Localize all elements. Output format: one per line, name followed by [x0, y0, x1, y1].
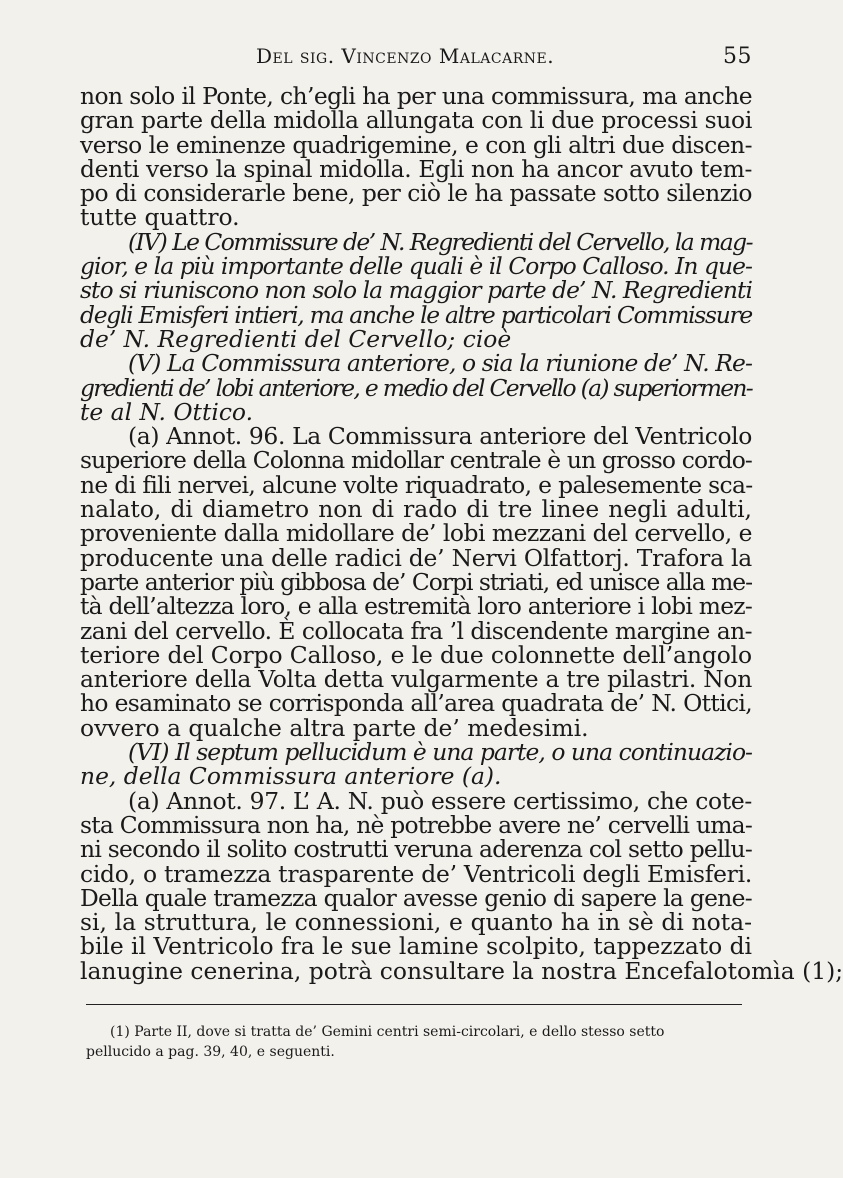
- footnote-line: pellucido a pag. 39, 40, e seguenti.: [86, 1044, 335, 1060]
- annotation-97-line: cido, o tramezza trasparente de’ Ventricoli degli Emisferi.: [80, 859, 752, 888]
- section-v-line: gredienti de’ lobi anteriore, e medio del Cervello (a) superiormen-: [80, 373, 752, 402]
- text-line: non solo il Ponte, ch’egli ha per una commissura, ma anche: [80, 82, 752, 110]
- section-vi-line: (VI) Il septum pellucidum è una parte, o una continuazio-: [128, 738, 752, 767]
- text-line: denti verso la spinal midolla. Egli non ha ancor avuto tem-: [80, 154, 752, 183]
- annotation-96-line: superiore della Colonna midollar centrale è un grosso cordo-: [80, 446, 752, 475]
- annotation-96-line: producente una delle radici de’ Nervi Olfattorj. Trafora la: [80, 543, 752, 572]
- page-number: 55: [723, 44, 752, 69]
- annotation-97-line: si, la struttura, le connessioni, e quanto ha in sè di nota-: [80, 908, 752, 937]
- section-v-line: (V) La Commissura anteriore, o sia la riunione de’ N. Re-: [128, 349, 752, 378]
- text-line: verso le eminenze quadrigemine, e con gli altri due discen-: [80, 130, 752, 159]
- annotation-97-line: Della quale tramezza qualor avesse genio di sapere la gene-: [80, 883, 752, 912]
- footnote: [86, 1022, 746, 1062]
- annotation-97-line: lanugine cenerina, potrà consultare la nostra Encefalotomìa (1);: [80, 956, 843, 985]
- footnote-divider: [86, 1004, 742, 1006]
- annotation-96-line: (a) Annot. 96. La Commissura anteriore del Ventricolo: [128, 422, 752, 451]
- section-iv-line: sto si riuniscono non solo la maggior parte de’ N. Regredienti: [80, 276, 752, 305]
- text-line: gran parte della midolla allungata con li due processi suoi: [80, 106, 752, 135]
- text-line: tutte quattro.: [80, 203, 240, 232]
- annotation-96-line: teriore del Corpo Calloso, e le due colonnette dell’angolo: [80, 640, 752, 669]
- annotation-96-line: ho esaminato se corrisponda all’area quadrata de’ N. Ottici,: [80, 689, 752, 718]
- annotation-96-line: tà dell’altezza loro, e alla estremità loro anteriore i lobi mez-: [80, 592, 752, 621]
- annotation-97-line: (a) Annot. 97. L’ A. N. può essere certissimo, che cote-: [128, 786, 752, 815]
- section-vi-line: ne, della Commissura anteriore (a).: [80, 762, 502, 791]
- section-iv-line: degli Emisferi intieri, ma anche le altre particolari Commissure: [80, 300, 752, 329]
- text-line: po di considerarle bene, per ciò le ha passate sotto silenzio: [80, 179, 752, 208]
- section-iv-line: gior, e la più importante delle quali è il Corpo Calloso. In que-: [80, 252, 752, 281]
- annotation-97-line: ni secondo il solito costrutti veruna aderenza col setto pellu-: [80, 835, 752, 864]
- annotation-96-line: ovvero a qualche altra parte de’ medesimi.: [80, 713, 589, 742]
- main-text: [80, 82, 843, 985]
- annotation-96-line: ne di fili nervei, alcune volte riquadrato, e palesemente sca-: [80, 470, 753, 499]
- annotation-96-line: anteriore della Volta detta vulgarmente a tre pilastri. Non: [80, 665, 752, 694]
- annotation-96-line: zani del cervello. È collocata fra ’l discendente margine an-: [80, 616, 752, 645]
- section-iv-line: de’ N. Regredienti del Cervello; cioè: [80, 324, 512, 353]
- annotation-96-line: parte anterior più gibbosa de’ Corpi striati, ed unisce alla me-: [80, 567, 752, 596]
- annotation-97-line: sta Commissura non ha, nè potrebbe avere ne’ cervelli uma-: [80, 810, 752, 839]
- annotation-96-line: nalato, di diametro non di rado di tre linee negli adulti,: [80, 495, 752, 524]
- footnote-line: (1) Parte II, dove si tratta de’ Gemini centri semi-circolari, e dello stesso setto: [110, 1024, 665, 1040]
- page-header: [80, 44, 752, 74]
- section-v-line: te al N. Ottico.: [80, 397, 254, 426]
- running-title: Del sig. Vincenzo Malacarne.: [256, 44, 555, 68]
- section-iv-line: (IV) Le Commissure de’ N. Regredienti del Cervello, la mag-: [128, 227, 752, 256]
- annotation-97-line: bile il Ventricolo fra le sue lamine scolpito, tappezzato di: [80, 932, 753, 961]
- annotation-96-line: proveniente dalla midollare de’ lobi mezzani del cervello, e: [80, 519, 752, 548]
